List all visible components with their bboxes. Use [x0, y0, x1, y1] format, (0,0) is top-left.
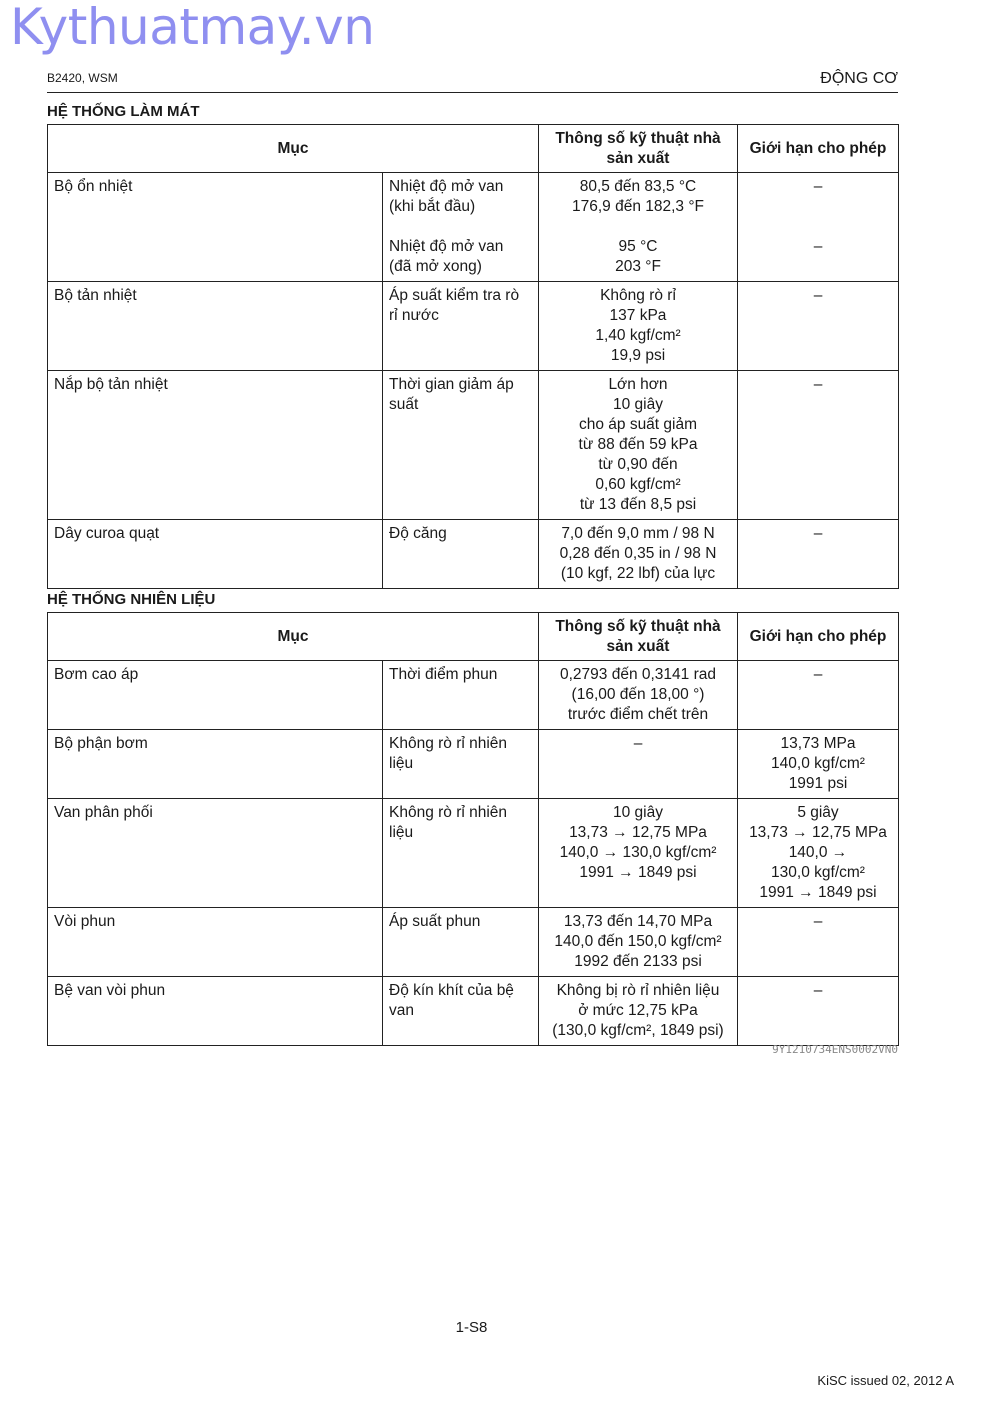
cell-line: [744, 197, 892, 217]
header-rule: [47, 92, 898, 93]
cell-line: Thời gian giảm áp: [389, 376, 514, 393]
table-row: [48, 799, 899, 908]
header-section: ĐỘNG CƠ: [820, 70, 898, 87]
spec-cell: [539, 908, 738, 977]
header-model: B2420, WSM: [47, 71, 118, 85]
cooling-spec-table: [47, 124, 899, 589]
cell-line: 80,5 đến 83,5 °C: [579, 178, 697, 195]
cell-line: (10 kgf, 22 lbf) của lực: [560, 565, 716, 582]
col-header-item: Mục: [48, 125, 539, 173]
table-row: [48, 282, 899, 371]
subitem-cell: [383, 173, 539, 282]
cell-line: [744, 217, 892, 237]
cell-line: Độ kín khít của bệ: [389, 982, 514, 999]
limit-cell: [738, 520, 899, 589]
cell-line: 0,2793 đến 0,3141 rad: [560, 666, 716, 683]
cell-line: Áp suất phun: [389, 913, 481, 930]
limit-cell: [738, 173, 899, 282]
cell-line: –: [813, 666, 823, 683]
cell-line: ở mức 12,75 kPa: [578, 1002, 698, 1019]
item-cell: Bộ ổn nhiệt: [48, 173, 383, 282]
cell-line: 137 kPa: [609, 307, 667, 324]
table-row: [48, 371, 899, 520]
cell-line: Lớn hơn: [608, 376, 668, 393]
subitem-cell: [383, 977, 539, 1046]
cell-line: (130,0 kgf/cm², 1849 psi): [552, 1022, 724, 1039]
limit-cell: [738, 282, 899, 371]
cell-line: 140,0 kgf/cm²: [771, 755, 865, 772]
item-cell: Bộ tản nhiệt: [48, 282, 383, 371]
spec-cell: [539, 371, 738, 520]
fuel-spec-table: [47, 612, 899, 1046]
issue-footer: KiSC issued 02, 2012 A: [817, 1373, 954, 1388]
cell-line: 10 giây: [613, 396, 663, 413]
table-row: [48, 520, 899, 589]
cell-line: Không rò rỉ: [600, 287, 676, 304]
cell-line: 140,0 → 130,0 kgf/cm²: [559, 844, 717, 861]
cell-line: suất: [389, 396, 419, 413]
item-cell: Bệ van vòi phun: [48, 977, 383, 1046]
cell-line: 13,73 đến 14,70 MPa: [563, 913, 713, 930]
cell-line: 176,9 đến 182,3 °F: [571, 198, 705, 215]
subitem-cell: [383, 520, 539, 589]
cell-line: 1,40 kgf/cm²: [595, 327, 681, 344]
cell-line: rỉ nước: [389, 307, 439, 324]
cell-line: [389, 217, 532, 237]
cell-line: van: [389, 1002, 414, 1019]
table-row: [48, 908, 899, 977]
cell-line: 13,73 MPa: [780, 735, 856, 752]
page-number: 1-S8: [455, 1319, 488, 1336]
fuel-table-body: [48, 661, 899, 1046]
cell-line: (khi bắt đầu): [389, 198, 476, 215]
col-header-spec: Thông số kỹ thuật nhà sản xuất: [539, 125, 738, 173]
cell-line: 140,0 đến 150,0 kgf/cm²: [554, 933, 722, 950]
cell-line: Nhiệt độ mở van: [389, 238, 504, 255]
table-row: [48, 661, 899, 730]
watermark-logo: Kythuatmay.vn: [10, 0, 375, 56]
cooling-table-body: [48, 173, 899, 589]
table-row: [48, 730, 899, 799]
cell-line: 7,0 đến 9,0 mm / 98 N: [561, 525, 715, 542]
col-header-spec: Thông số kỹ thuật nhà sản xuất: [539, 613, 738, 661]
item-cell: Bơm cao áp: [48, 661, 383, 730]
subitem-cell: [383, 730, 539, 799]
cell-line: 203 °F: [615, 258, 661, 275]
cell-line: 10 giây: [613, 804, 663, 821]
cell-line: cho áp suất giảm: [578, 416, 698, 433]
fuel-section-title: HỆ THỐNG NHIÊN LIỆU: [47, 591, 216, 608]
cell-line: 1992 đến 2133 psi: [574, 953, 702, 970]
item-cell: Dây curoa quạt: [48, 520, 383, 589]
cell-line: –: [813, 376, 823, 393]
limit-cell: [738, 977, 899, 1046]
cell-line: 13,73 → 12,75 MPa: [569, 824, 707, 841]
cell-line: từ 0,90 đến: [598, 456, 678, 473]
col-header-limit: Giới hạn cho phép: [738, 125, 899, 173]
cell-line: –: [813, 913, 823, 930]
cell-line: –: [813, 287, 823, 304]
subitem-cell: [383, 661, 539, 730]
cell-line: 1991 psi: [788, 775, 848, 792]
item-cell: Bộ phận bơm: [48, 730, 383, 799]
cell-line: trước điểm chết trên: [567, 706, 709, 723]
limit-cell: [738, 371, 899, 520]
cell-line: –: [813, 238, 823, 255]
cell-line: 95 °C: [618, 238, 658, 255]
subitem-cell: [383, 282, 539, 371]
cell-line: –: [813, 982, 823, 999]
item-cell: Vòi phun: [48, 908, 383, 977]
cell-line: Không rò rỉ nhiên: [389, 804, 508, 821]
limit-cell: [738, 730, 899, 799]
cell-line: (đã mở xong): [389, 258, 482, 275]
cell-line: Nhiệt độ mở van: [389, 178, 504, 195]
document-code: 9Y1210734ENS0002VN0: [772, 1043, 898, 1056]
limit-cell: [738, 661, 899, 730]
cell-line: 19,9 psi: [610, 347, 666, 364]
spec-cell: [539, 661, 738, 730]
table-row: [48, 173, 899, 282]
cell-line: Không rò rỉ nhiên: [389, 735, 508, 752]
spec-cell: [539, 730, 738, 799]
item-cell: Van phân phối: [48, 799, 383, 908]
cell-line: (16,00 đến 18,00 °): [571, 686, 705, 703]
cooling-section-title: HỆ THỐNG LÀM MÁT: [47, 103, 200, 120]
col-header-item: Mục: [48, 613, 539, 661]
cell-line: [545, 217, 731, 237]
cell-line: –: [813, 525, 823, 542]
cell-line: 1991 → 1849 psi: [759, 884, 877, 901]
cell-line: Không bị rò rỉ nhiên liệu: [556, 982, 720, 999]
cell-line: –: [813, 178, 823, 195]
limit-cell: [738, 799, 899, 908]
cell-line: 1991 → 1849 psi: [579, 864, 697, 881]
subitem-cell: [383, 908, 539, 977]
spec-cell: [539, 977, 738, 1046]
cell-line: 13,73 → 12,75 MPa: [749, 824, 887, 841]
cell-line: 0,28 đến 0,35 in / 98 N: [559, 545, 717, 562]
cell-line: từ 88 đến 59 kPa: [578, 436, 698, 453]
cell-line: 130,0 kgf/cm²: [771, 864, 865, 881]
cell-line: Độ căng: [389, 525, 447, 542]
limit-cell: [738, 908, 899, 977]
cell-line: Áp suất kiểm tra rò: [389, 287, 520, 304]
spec-cell: [539, 799, 738, 908]
cell-line: –: [633, 735, 643, 752]
cell-line: 0,60 kgf/cm²: [595, 476, 681, 493]
spec-cell: [539, 282, 738, 371]
cell-line: liệu: [389, 755, 414, 772]
cell-line: 140,0 →: [788, 844, 848, 861]
subitem-cell: [383, 799, 539, 908]
cell-line: từ 13 đến 8,5 psi: [579, 496, 697, 513]
spec-cell: [539, 520, 738, 589]
cell-line: Thời điểm phun: [389, 666, 498, 683]
subitem-cell: [383, 371, 539, 520]
item-cell: Nắp bộ tản nhiệt: [48, 371, 383, 520]
table-row: [48, 977, 899, 1046]
cell-line: 5 giây: [797, 804, 839, 821]
cell-line: liệu: [389, 824, 414, 841]
col-header-limit: Giới hạn cho phép: [738, 613, 899, 661]
spec-cell: [539, 173, 738, 282]
